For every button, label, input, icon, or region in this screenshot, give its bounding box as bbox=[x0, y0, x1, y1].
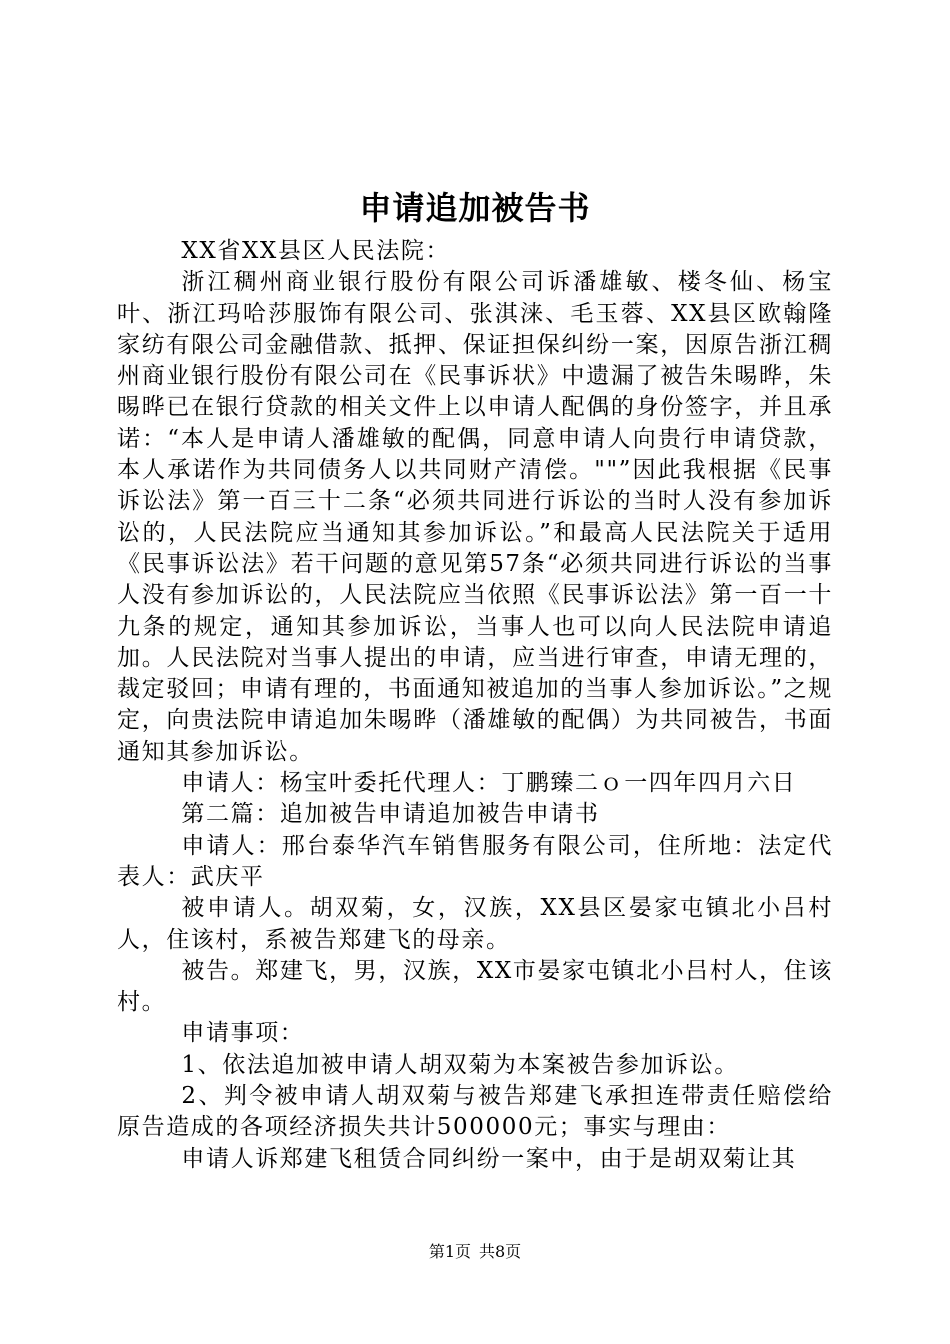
body-paragraph: 申请人诉郑建飞租赁合同纠纷一案中，由于是胡双菊让其 bbox=[181, 1145, 797, 1172]
document-title: 申请追加被告书 bbox=[359, 189, 591, 227]
section-heading: 第二篇：追加被告申请追加被告申请书 bbox=[181, 801, 600, 828]
page-number: 第1页 bbox=[428, 1242, 471, 1261]
claim-item: 2、判令被申请人胡双菊与被告郑建飞承担连带责任赔偿给原告造成的各项经济损失共计500000元；事实与理由： bbox=[117, 1083, 833, 1141]
claim-item: 1、依法追加被申请人胡双菊为本案被告参加诉讼。 bbox=[181, 1051, 739, 1078]
page-total: 共8页 bbox=[479, 1242, 522, 1261]
applicant-paragraph: 申请人：邢台泰华汽车销售服务有限公司，住所地：法定代表人：武庆平 bbox=[117, 832, 833, 890]
respondent-paragraph: 被申请人。胡双菊，女，汉族，XX县区晏家屯镇北小吕村人，住该村，系被告郑建飞的母亲。 bbox=[117, 895, 833, 953]
claims-heading: 申请事项： bbox=[181, 1020, 305, 1047]
signature-line: 申请人：杨宝叶委托代理人：丁鹏臻二ｏ一四年四月六日 bbox=[181, 770, 797, 797]
body-paragraph: 浙江稠州商业银行股份有限公司诉潘雄敏、楼冬仙、杨宝叶、浙江玛哈莎服饰有限公司、张淇涞、毛玉蓉、XX县区欧翰隆家纺有限公司金融借款、抵押、保证担保纠纷一案，因原告浙江稠州商业银行股份有限公司在《民事诉状》中遗漏了被告朱晹晔，朱晹晔已在银行贷款的相关文件上以申请人配偶的身份签字，并且承诺：“本人是申请人潘雄敏的配偶，同意申请人向贵行申请贷款，本人承诺作为共同债务人以共同财产清偿。""”因此我根据《民事诉讼法》第一百三十二条“必须共同进行诉讼的当时人没有参加诉讼的，人民法院应当通知其参加诉讼。”和最高人民法院关于适用《民事诉讼法》若干问题的意见第57条“必须共同进行诉讼的当事人没有参加诉讼的，人民法院应当依照《民事诉讼法》第一百一十九条的规定，通知其参加诉讼，当事人也可以向人民法院申请追加。人民法院对当事人提出的申请，应当进行审查，申请无理的，裁定驳回；申请有理的，书面通知被追加的当事人参加诉讼。”之规定，向贵法院申请追加朱晹晔（潘雄敏的配偶）为共同被告，书面通知其参加诉讼。 bbox=[117, 269, 833, 765]
addressee-line: XX省XX县区人民法院： bbox=[181, 238, 451, 264]
defendant-paragraph: 被告。郑建飞，男，汉族，XX市晏家屯镇北小吕村人，住该村。 bbox=[117, 957, 833, 1016]
document-body bbox=[117, 236, 833, 1175]
page-footer bbox=[0, 1241, 950, 1263]
